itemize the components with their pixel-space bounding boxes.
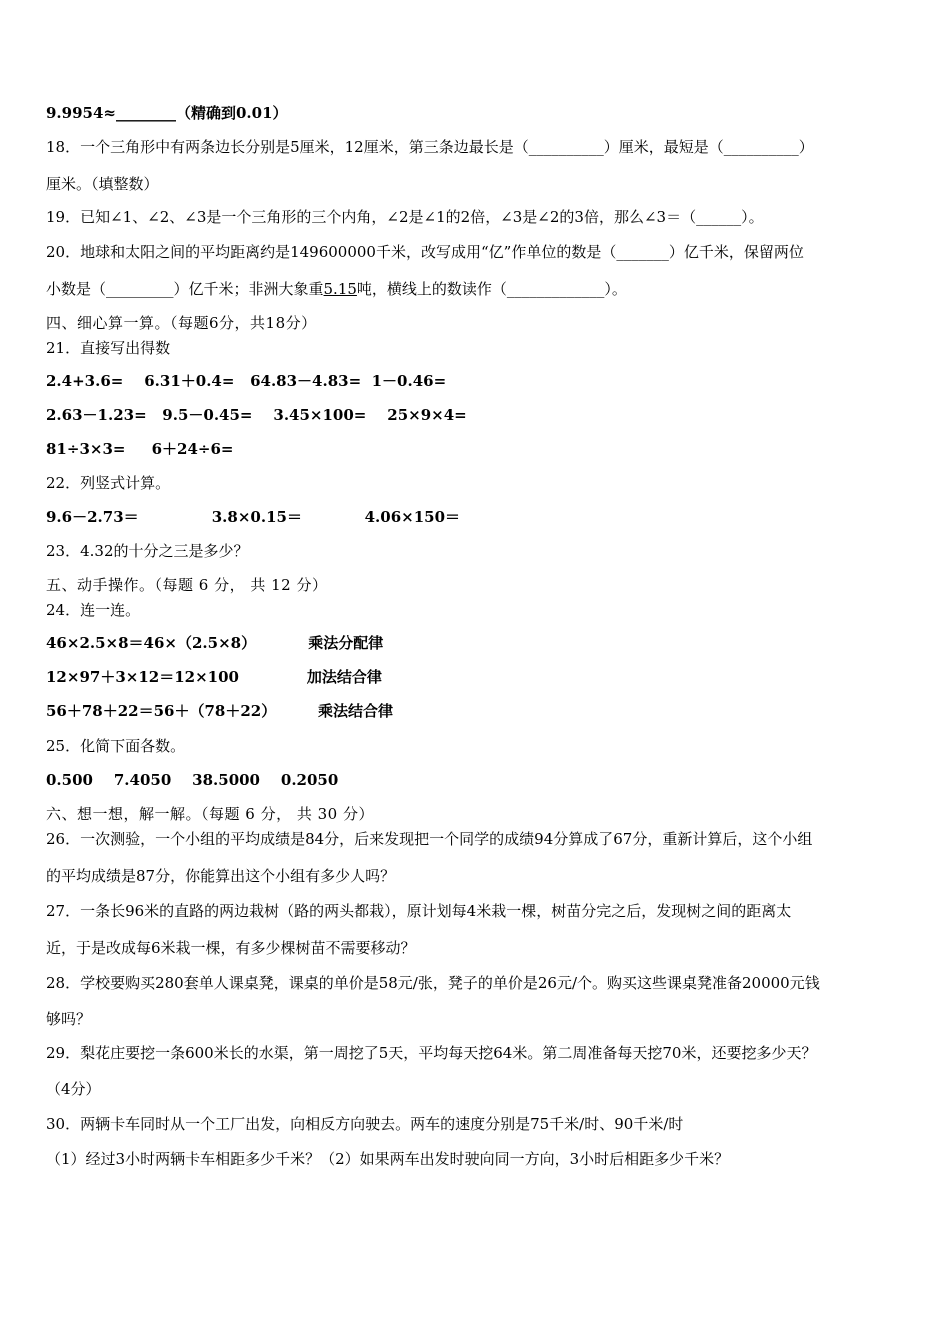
- q24-row1: 46×2.5×8＝46×（2.5×8） 乘法分配律: [46, 634, 384, 652]
- q24-row2: 12×97＋3×12＝12×100 加法结合律: [46, 668, 382, 686]
- q29-line1: 29．梨花庄要挖一条600米长的水渠，第一周挖了5天，平均每天挖64米。第二周准备每天挖70米，还要挖多少天？: [46, 1044, 817, 1062]
- q28-line2: 够吗？: [46, 1010, 92, 1028]
- q20-line2-part1: 小数是（_________）亿千米；非洲大象重: [46, 280, 324, 298]
- q30-line1: 30．两辆卡车同时从一个工厂出发，向相反方向驶去。两车的速度分别是75千米/时、90千米/时: [46, 1115, 684, 1133]
- q21-row2: 2.63－1.23= 9.5－0.45= 3.45×100= 25×9×4=: [46, 406, 467, 424]
- q21-row1: 2.4+3.6= 6.31＋0.4= 64.83－4.83= 1－0.46=: [46, 372, 447, 390]
- q18-line1: 18．一个三角形中有两条边长分别是5厘米，12厘米，第三条边最长是（__________）厘米，最短是（__________）: [46, 138, 814, 156]
- q18-line2: 厘米。（填整数）: [46, 175, 159, 193]
- q20-line1: 20．地球和太阳之间的平均距离约是149600000千米，改写成用“亿”作单位的数是（_______）亿千米，保留两位: [46, 243, 804, 261]
- q25-title: 25．化简下面各数。: [46, 737, 186, 755]
- q21-title: 21．直接写出得数: [46, 339, 171, 357]
- q25-row: 0.500 7.4050 38.5000 0.2050: [46, 771, 339, 789]
- q19-line: 19．已知∠1、∠2、∠3是一个三角形的三个内角，∠2是∠1的2倍，∠3是∠2的3倍，那么∠3＝（______）。: [46, 208, 764, 226]
- q28-line1: 28．学校要购买280套单人课桌凳，课桌的单价是58元/张，凳子的单价是26元/个。购买这些课桌凳准备20000元钱: [46, 974, 820, 992]
- q20-underlined-number: 5.15: [323, 280, 357, 298]
- q20-line2: [46, 279, 627, 299]
- q17-tail-line: 9.9954≈________（精确到0.01）: [46, 104, 288, 122]
- q23-line: 23．4.32的十分之三是多少？: [46, 542, 249, 560]
- q24-title: 24．连一连。: [46, 601, 141, 619]
- q22-title: 22．列竖式计算。: [46, 474, 171, 492]
- section-6-heading: 六、想一想，解一解。（每题 6 分， 共 30 分）: [46, 805, 374, 823]
- section-5-heading: 五、动手操作。（每题 6 分， 共 12 分）: [46, 576, 328, 594]
- q26-line2: 的平均成绩是87分，你能算出这个小组有多少人吗？: [46, 867, 396, 885]
- section-4-heading: 四、细心算一算。（每题6分，共18分）: [46, 314, 317, 332]
- q24-row3: 56＋78＋22＝56＋（78＋22） 乘法结合律: [46, 702, 394, 720]
- q26-line1: 26．一次测验，一个小组的平均成绩是84分，后来发现把一个同学的成绩94分算成了67分，重新计算后，这个小组: [46, 830, 813, 848]
- q22-row: 9.6－2.73＝ 3.8×0.15＝ 4.06×150＝: [46, 508, 461, 526]
- q30-line2: （1）经过3小时两辆卡车相距多少千米？（2）如果两车出发时驶向同一方向，3小时后相距多少千米？: [46, 1150, 730, 1168]
- q21-row3: 81÷3×3= 6＋24÷6=: [46, 440, 234, 458]
- q29-line2: （4分）: [46, 1080, 101, 1098]
- q27-line1: 27．一条长96米的直路的两边栽树（路的两头都栽），原计划每4米栽一棵，树苗分完之后，发现树之间的距离太: [46, 902, 792, 920]
- q20-line2-part2: 吨，横线上的数读作（_____________）。: [356, 280, 627, 298]
- q27-line2: 近，于是改成每6米栽一棵，有多少棵树苗不需要移动？: [46, 939, 416, 957]
